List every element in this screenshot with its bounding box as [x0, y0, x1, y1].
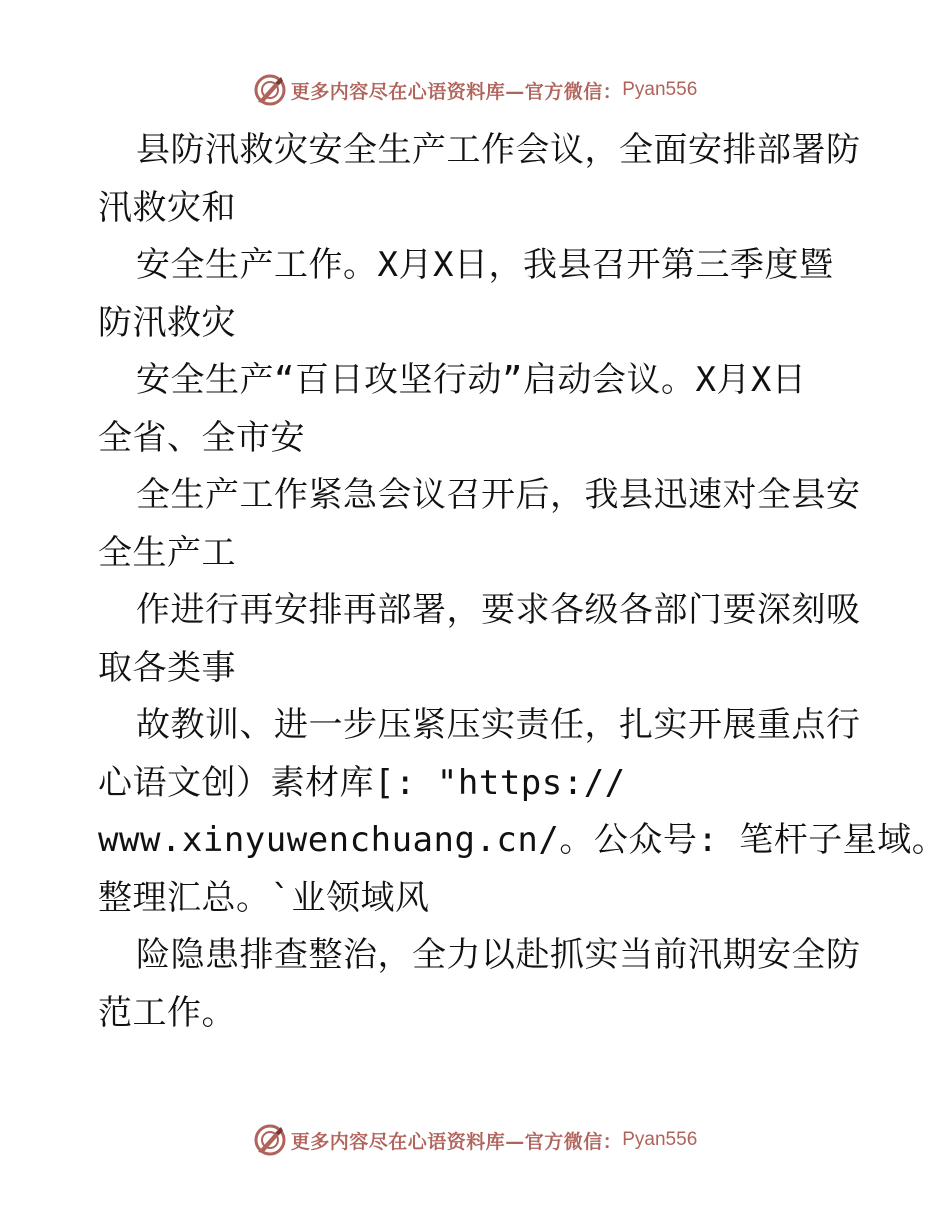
brand-logo-icon	[253, 1123, 287, 1157]
text-line: www.xinyuwenchuang.cn/。公众号: 笔杆子星域。	[98, 820, 947, 860]
text-line: 作进行再安排再部署，要求各级各部门要深刻吸	[136, 590, 861, 630]
text-line: 范工作。	[98, 992, 236, 1033]
banner-text: 更多内容尽在心语资料库—官方微信：	[290, 80, 623, 103]
text-line: 险隐患排查整治，全力以赴抓实当前汛期安全防	[136, 935, 861, 975]
text-line: 全省、全市安	[98, 417, 305, 458]
document-body	[98, 122, 947, 1042]
footer-watermark-banner	[0, 1120, 950, 1160]
text-line: 取各类事	[98, 647, 236, 688]
text-line: 防汛救灾	[98, 302, 236, 343]
text-line: 心语文创）素材库[: "https://	[98, 762, 626, 803]
text-line: 全生产工作紧急会议召开后，我县迅速对全县安	[136, 475, 861, 515]
text-line: 整理汇总。`业领域风	[98, 877, 430, 918]
banner-wechat-id: Pyan556	[622, 1129, 698, 1150]
text-line: 故教训、进一步压紧压实责任，扎实开展重点行	[136, 705, 861, 745]
banner-wechat-id: Pyan556	[622, 79, 698, 100]
text-line: 安全生产工作。X月X日，我县召开第三季度暨	[136, 245, 834, 285]
banner-text: 更多内容尽在心语资料库—官方微信：	[290, 1130, 623, 1153]
text-line: 汛救灾和	[98, 187, 236, 228]
text-line: 县防汛救灾安全生产工作会议，全面安排部署防	[136, 130, 861, 170]
text-line: 安全生产“百日攻坚行动”启动会议。X月X日	[136, 360, 807, 400]
brand-logo-icon	[253, 73, 287, 107]
text-line: 全生产工	[98, 532, 236, 573]
header-watermark-banner	[0, 70, 950, 110]
